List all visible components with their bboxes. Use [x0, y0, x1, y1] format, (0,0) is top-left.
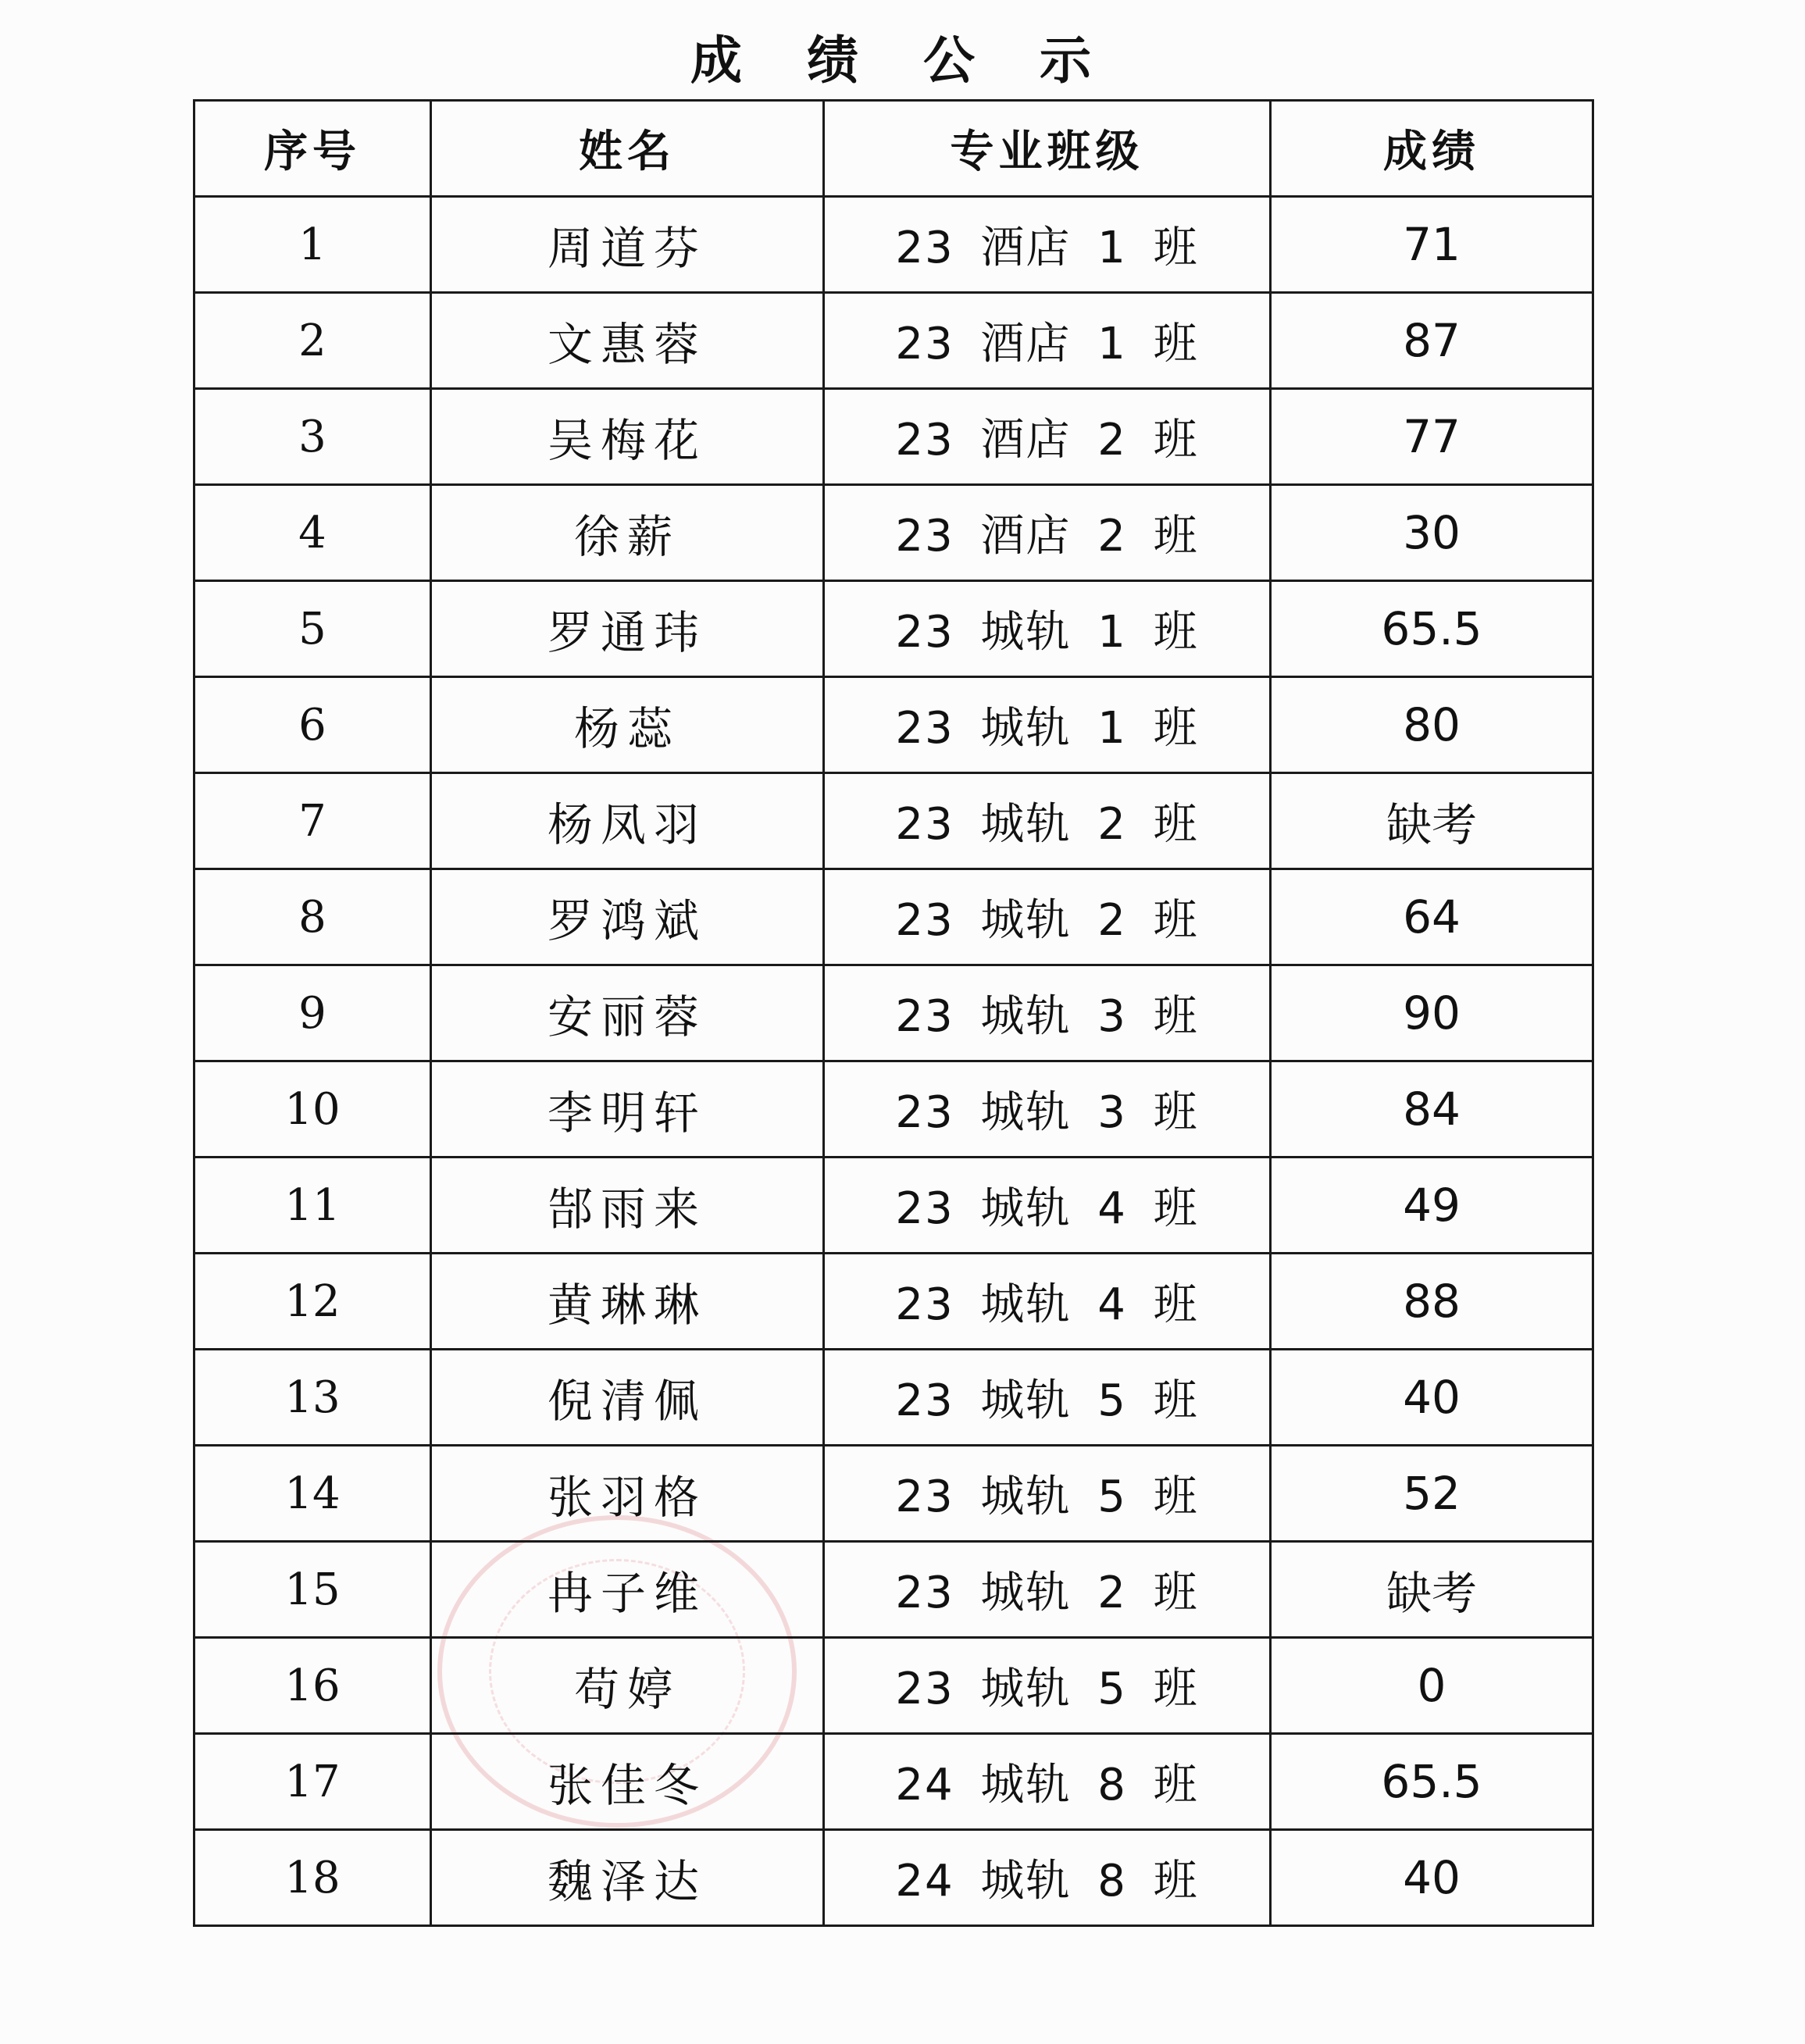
- cell-no: 1: [194, 197, 431, 293]
- cell-score: 90: [1271, 965, 1593, 1061]
- cell-class: 23 城轨 3 班: [824, 965, 1271, 1061]
- cell-score: 缺考: [1271, 1542, 1593, 1638]
- cell-class: 24 城轨 8 班: [824, 1734, 1271, 1830]
- cell-name: 张佳冬: [431, 1734, 824, 1830]
- cell-name: 魏泽达: [431, 1830, 824, 1926]
- cell-name: 冉子维: [431, 1542, 824, 1638]
- table-row: [194, 965, 1593, 1061]
- table-row: [194, 1254, 1593, 1350]
- cell-class: 24 城轨 8 班: [824, 1830, 1271, 1926]
- cell-no: 14: [194, 1446, 431, 1542]
- cell-name: 徐薪: [431, 485, 824, 581]
- cell-class: 23 酒店 1 班: [824, 197, 1271, 293]
- cell-class: 23 酒店 2 班: [824, 389, 1271, 485]
- header-name: 姓名: [431, 101, 824, 197]
- cell-score: 84: [1271, 1061, 1593, 1158]
- table-row: [194, 581, 1593, 677]
- cell-score: 0: [1271, 1638, 1593, 1734]
- cell-name: 周道芬: [431, 197, 824, 293]
- cell-no: 4: [194, 485, 431, 581]
- cell-name: 李明轩: [431, 1061, 824, 1158]
- cell-name: 苟婷: [431, 1638, 824, 1734]
- table-row: [194, 1158, 1593, 1254]
- header-score: 成绩: [1271, 101, 1593, 197]
- cell-name: 杨凤羽: [431, 773, 824, 869]
- cell-score: 30: [1271, 485, 1593, 581]
- cell-score: 87: [1271, 293, 1593, 389]
- cell-no: 16: [194, 1638, 431, 1734]
- cell-no: 8: [194, 869, 431, 965]
- cell-no: 11: [194, 1158, 431, 1254]
- table-body: [194, 197, 1593, 1926]
- cell-score: 缺考: [1271, 773, 1593, 869]
- cell-no: 3: [194, 389, 431, 485]
- cell-class: 23 城轨 5 班: [824, 1350, 1271, 1446]
- cell-name: 倪清佩: [431, 1350, 824, 1446]
- table-header-row: [194, 101, 1593, 197]
- cell-name: 安丽蓉: [431, 965, 824, 1061]
- table-row: [194, 485, 1593, 581]
- cell-name: 吴梅花: [431, 389, 824, 485]
- cell-no: 15: [194, 1542, 431, 1638]
- table-row: [194, 773, 1593, 869]
- cell-class: 23 酒店 1 班: [824, 293, 1271, 389]
- cell-no: 18: [194, 1830, 431, 1926]
- cell-no: 13: [194, 1350, 431, 1446]
- table-row: [194, 869, 1593, 965]
- score-table: [193, 99, 1594, 1927]
- cell-score: 88: [1271, 1254, 1593, 1350]
- cell-class: 23 城轨 5 班: [824, 1446, 1271, 1542]
- table-row: [194, 389, 1593, 485]
- table-row: [194, 293, 1593, 389]
- table-row: [194, 1830, 1593, 1926]
- cell-score: 71: [1271, 197, 1593, 293]
- cell-class: 23 酒店 2 班: [824, 485, 1271, 581]
- cell-class: 23 城轨 4 班: [824, 1158, 1271, 1254]
- page-title: 成 绩 公 示: [690, 30, 1115, 91]
- cell-no: 5: [194, 581, 431, 677]
- cell-class: 23 城轨 5 班: [824, 1638, 1271, 1734]
- cell-no: 12: [194, 1254, 431, 1350]
- cell-score: 52: [1271, 1446, 1593, 1542]
- cell-name: 罗通玮: [431, 581, 824, 677]
- cell-name: 文惠蓉: [431, 293, 824, 389]
- cell-score: 77: [1271, 389, 1593, 485]
- cell-no: 2: [194, 293, 431, 389]
- cell-class: 23 城轨 4 班: [824, 1254, 1271, 1350]
- cell-name: 杨蕊: [431, 677, 824, 773]
- cell-name: 黄琳琳: [431, 1254, 824, 1350]
- cell-no: 10: [194, 1061, 431, 1158]
- table-row: [194, 1061, 1593, 1158]
- cell-score: 65.5: [1271, 581, 1593, 677]
- cell-score: 65.5: [1271, 1734, 1593, 1830]
- cell-score: 80: [1271, 677, 1593, 773]
- cell-name: 张羽格: [431, 1446, 824, 1542]
- table-row: [194, 1638, 1593, 1734]
- table-row: [194, 1734, 1593, 1830]
- cell-class: 23 城轨 1 班: [824, 581, 1271, 677]
- cell-score: 40: [1271, 1830, 1593, 1926]
- cell-score: 40: [1271, 1350, 1593, 1446]
- cell-class: 23 城轨 2 班: [824, 773, 1271, 869]
- cell-name: 罗鸿斌: [431, 869, 824, 965]
- cell-no: 7: [194, 773, 431, 869]
- cell-no: 9: [194, 965, 431, 1061]
- cell-class: 23 城轨 3 班: [824, 1061, 1271, 1158]
- table-row: [194, 1350, 1593, 1446]
- table-row: [194, 1446, 1593, 1542]
- cell-no: 6: [194, 677, 431, 773]
- table-row: [194, 197, 1593, 293]
- cell-class: 23 城轨 2 班: [824, 869, 1271, 965]
- cell-class: 23 城轨 2 班: [824, 1542, 1271, 1638]
- cell-score: 49: [1271, 1158, 1593, 1254]
- header-class: 专业班级: [824, 101, 1271, 197]
- cell-no: 17: [194, 1734, 431, 1830]
- header-no: 序号: [194, 101, 431, 197]
- cell-score: 64: [1271, 869, 1593, 965]
- cell-class: 23 城轨 1 班: [824, 677, 1271, 773]
- cell-name: 郜雨来: [431, 1158, 824, 1254]
- table-row: [194, 1542, 1593, 1638]
- table-row: [194, 677, 1593, 773]
